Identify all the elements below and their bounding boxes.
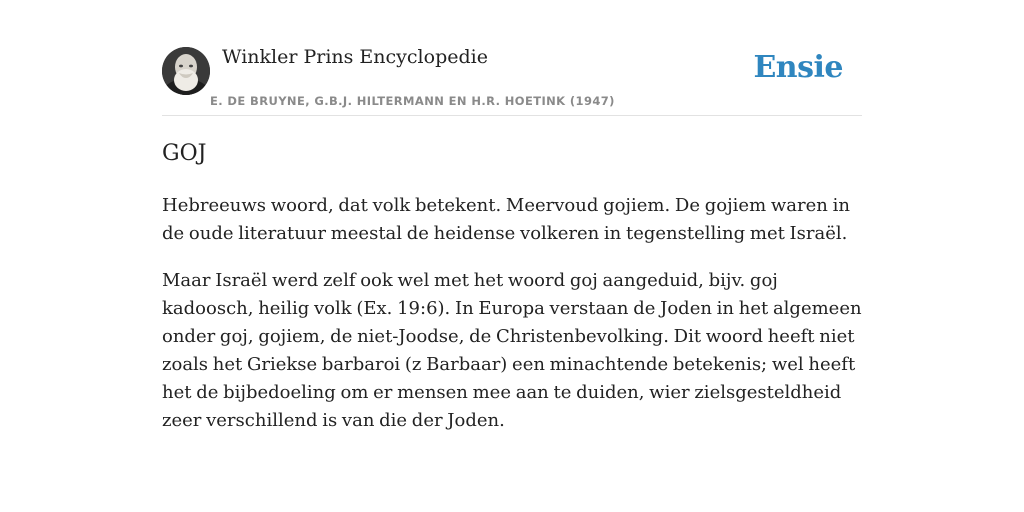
portrait-image [162, 47, 210, 95]
entry-body [162, 192, 862, 454]
source-authors: E. DE BRUYNE, G.B.J. HILTERMANN EN H.R. HOETINK (1947) [210, 94, 615, 108]
entry-paragraph: Hebreeuws woord, dat volk betekent. Meervoud gojiem. De gojiem waren in de oude literatuur meestal de heidense volkeren in tegenstelling met Israël. [162, 195, 850, 244]
author-portrait-icon[interactable] [162, 47, 210, 95]
ensie-logo[interactable]: Ensie [753, 50, 843, 85]
source-header [162, 0, 862, 116]
source-title-link[interactable]: Winkler Prins Encyclopedie [222, 46, 488, 68]
page [162, 0, 862, 431]
entry-title: GOJ [162, 141, 207, 166]
entry-paragraph: Maar Israël werd zelf ook wel met het woord goj aangeduid, bijv. goj kadoosch, heilig volk (Ex. 19:6). In Europa verstaan de Joden in het algemeen onder goj, gojiem, de niet-Joodse, de Christenbevolking. Dit woord heeft niet zoals het Griekse barbaroi (z Barbaar) een minachtende betekenis; wel heeft het de bijbedoeling om er mensen mee aan te duiden, wier zielsgesteldheid zeer verschillend is van die der Joden. [162, 270, 862, 431]
